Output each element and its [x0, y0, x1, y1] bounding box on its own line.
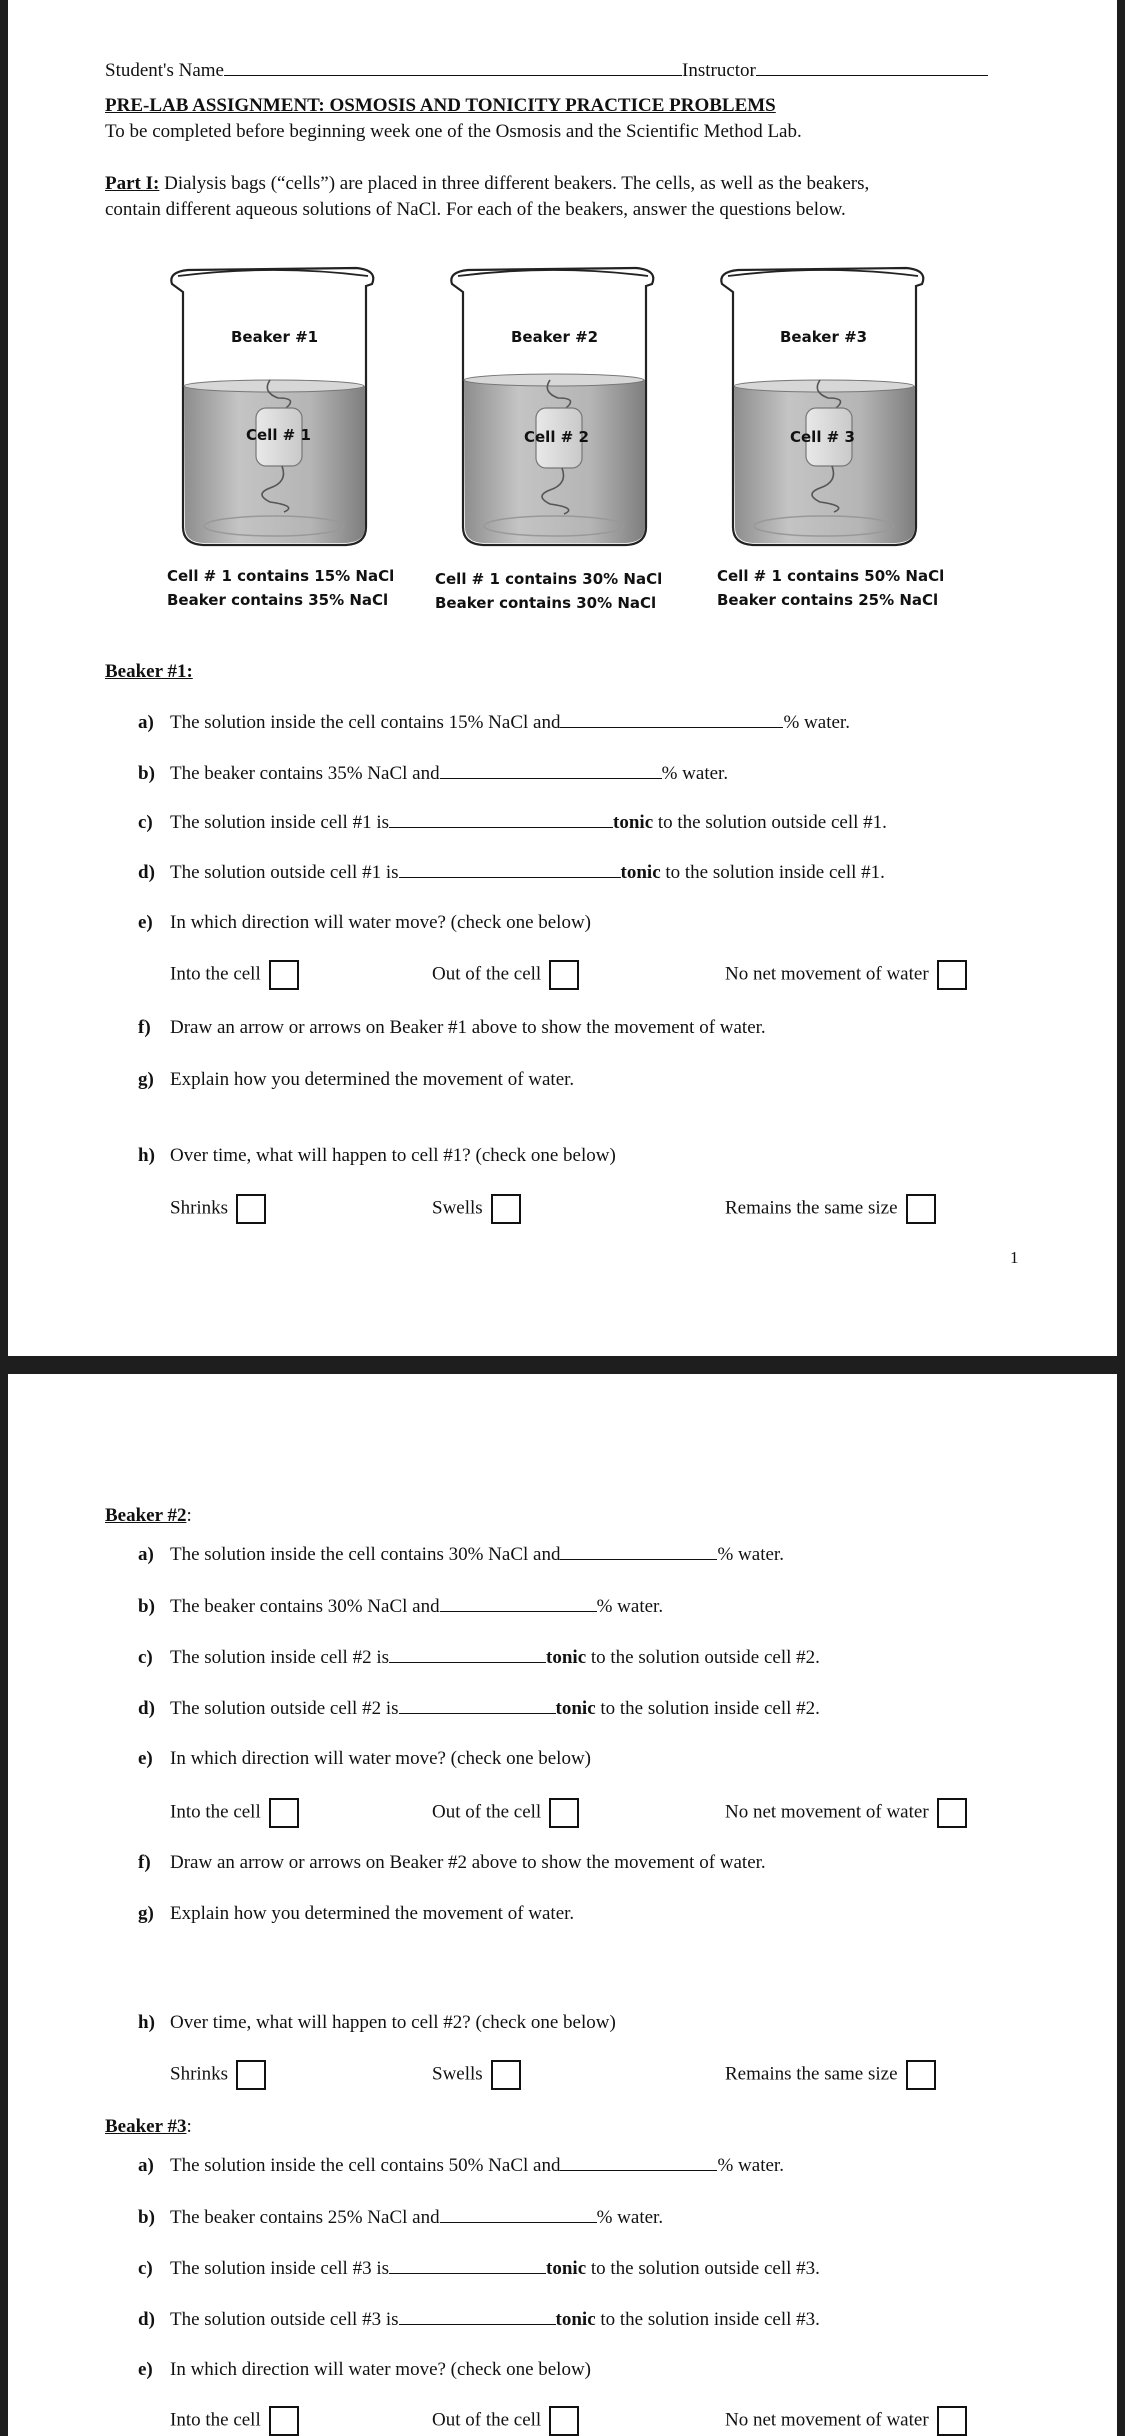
- subtitle: To be completed before beginning week one of the Osmosis and the Scientific Method Lab.: [105, 121, 802, 142]
- b1-same-checkbox[interactable]: [906, 1194, 936, 1224]
- b1-a-answer-field[interactable]: [560, 710, 783, 728]
- b3-into-label: Into the cell: [170, 2409, 261, 2431]
- cell-2-label: Cell # 2: [524, 428, 589, 446]
- b1-question-g: [138, 1069, 574, 1091]
- page-separator: [0, 1356, 1125, 1374]
- part1-label: Part I:: [105, 173, 160, 194]
- b3-out-label: Out of the cell: [432, 2409, 542, 2431]
- beaker-3-caption-cell: Cell # 1 contains 50% NaCl: [717, 567, 945, 585]
- instructor-field[interactable]: [756, 58, 988, 76]
- beaker-1-label: Beaker #1: [231, 328, 319, 346]
- beaker-2-heading: Beaker #2: [105, 1505, 187, 1526]
- b2-c-text: The solution inside cell #2 is: [170, 1647, 390, 1668]
- b1-option-none: [725, 960, 967, 990]
- b1-into-label: Into the cell: [170, 963, 261, 985]
- b1-option-out: [432, 960, 579, 990]
- b1-b-suffix: % water.: [661, 763, 729, 784]
- b2-d-letter: d): [138, 1698, 155, 1719]
- b2-out-label: Out of the cell: [432, 1801, 542, 1823]
- b3-d-text: The solution outside cell #3 is: [170, 2309, 399, 2330]
- cell-3-label: Cell # 3: [790, 428, 855, 446]
- b3-b-text: The beaker contains 25% NaCl and: [170, 2207, 440, 2228]
- b2-question-a: [138, 1542, 784, 1566]
- b2-question-h: [138, 2012, 616, 2034]
- b2-b-letter: b): [138, 1596, 155, 1617]
- b3-d-suffix: to the solution inside cell #3.: [595, 2309, 820, 2330]
- b2-swells-label: Swells: [432, 2063, 483, 2085]
- b2-g-text: Explain how you determined the movement of water.: [170, 1903, 575, 1924]
- part1-line1: [105, 173, 869, 195]
- b2-option-shrinks: [170, 2060, 266, 2090]
- b1-swells-label: Swells: [432, 1197, 483, 1219]
- b2-a-text: The solution inside the cell contains 30% NaCl and: [170, 1544, 561, 1565]
- beaker-2-caption-beaker: Beaker contains 30% NaCl: [435, 594, 657, 612]
- b2-d-suffix: to the solution inside cell #2.: [595, 1698, 820, 1719]
- b1-option-same: [725, 1194, 936, 1224]
- b1-into-checkbox[interactable]: [269, 960, 299, 990]
- b2-shrinks-label: Shrinks: [170, 2063, 229, 2085]
- instructor-label: Instructor: [682, 60, 756, 81]
- page-border-right: [1117, 0, 1125, 2436]
- b3-none-label: No net movement of water: [725, 2409, 929, 2431]
- b2-g-letter: g): [138, 1903, 154, 1924]
- b2-f-letter: f): [138, 1852, 151, 1873]
- b3-a-letter: a): [138, 2155, 154, 2176]
- b2-option-none: [725, 1798, 967, 1828]
- beaker-2-heading-colon: :: [186, 1505, 192, 1526]
- student-name-line: [105, 58, 988, 82]
- beaker-3-heading-colon: :: [186, 2116, 192, 2137]
- b2-e-letter: e): [138, 1748, 153, 1769]
- b3-a-suffix: % water.: [717, 2155, 784, 2176]
- b2-question-g: [138, 1903, 574, 1925]
- page-title: PRE-LAB ASSIGNMENT: OSMOSIS AND TONICITY PRACTICE PROBLEMS: [105, 95, 776, 116]
- b3-d-answer-field[interactable]: [399, 2307, 556, 2325]
- b3-option-none: [725, 2406, 967, 2436]
- b3-c-answer-field[interactable]: [389, 2256, 546, 2274]
- b1-g-text: Explain how you determined the movement of water.: [170, 1069, 575, 1090]
- b2-option-into: [170, 1798, 299, 1828]
- b3-out-checkbox[interactable]: [549, 2406, 579, 2436]
- b1-c-suffix: to the solution outside cell #1.: [653, 812, 887, 833]
- b1-question-b: [138, 761, 728, 785]
- b3-c-text: The solution inside cell #3 is: [170, 2258, 390, 2279]
- b2-e-text: In which direction will water move? (check one below): [170, 1748, 592, 1769]
- b2-b-answer-field[interactable]: [440, 1594, 597, 1612]
- b2-option-same: [725, 2060, 936, 2090]
- b2-h-letter: h): [138, 2012, 155, 2033]
- b3-d-tonic: tonic: [555, 2309, 596, 2330]
- b1-e-text: In which direction will water move? (check one below): [170, 912, 592, 933]
- b1-c-answer-field[interactable]: [389, 810, 613, 828]
- beaker-3-label: Beaker #3: [780, 328, 868, 346]
- b1-a-letter: a): [138, 712, 154, 733]
- b1-question-a: [138, 710, 850, 734]
- b3-question-e: [138, 2359, 591, 2381]
- b3-option-into: [170, 2406, 299, 2436]
- b2-a-letter: a): [138, 1544, 154, 1565]
- b1-none-label: No net movement of water: [725, 963, 929, 985]
- b2-option-swells: [432, 2060, 521, 2090]
- b1-shrinks-checkbox[interactable]: [236, 1194, 266, 1224]
- b2-h-text: Over time, what will happen to cell #2? (check one below): [170, 2012, 616, 2033]
- b2-same-checkbox[interactable]: [906, 2060, 936, 2090]
- b3-question-b: [138, 2205, 663, 2229]
- b1-out-label: Out of the cell: [432, 963, 542, 985]
- b1-question-e: [138, 912, 591, 934]
- b3-c-suffix: to the solution outside cell #3.: [586, 2258, 820, 2279]
- worksheet-page-2: [8, 1374, 1117, 2436]
- beaker-2-caption: [435, 567, 662, 615]
- b1-question-c: [138, 810, 887, 834]
- b1-h-letter: h): [138, 1145, 155, 1166]
- b2-c-suffix: to the solution outside cell #2.: [586, 1647, 820, 1668]
- beaker-3-caption: [717, 564, 944, 612]
- b3-e-letter: e): [138, 2359, 153, 2380]
- b1-h-text: Over time, what will happen to cell #1? (check one below): [170, 1145, 616, 1166]
- b2-out-checkbox[interactable]: [549, 1798, 579, 1828]
- b3-c-tonic: tonic: [546, 2258, 587, 2279]
- b1-f-text: Draw an arrow or arrows on Beaker #1 above to show the movement of water.: [170, 1017, 766, 1038]
- b1-c-text: The solution inside cell #1 is: [170, 812, 390, 833]
- b3-a-answer-field[interactable]: [560, 2153, 717, 2171]
- b1-option-swells: [432, 1194, 521, 1224]
- beaker-3-heading-line: [105, 2116, 192, 2138]
- beaker-2-caption-cell: Cell # 1 contains 30% NaCl: [435, 570, 663, 588]
- b3-question-d: [138, 2307, 820, 2331]
- part1-text: Dialysis bags (“cells”) are placed in three different beakers. The cells, as well as the beakers,: [159, 173, 870, 194]
- b1-c-letter: c): [138, 812, 153, 833]
- b2-none-checkbox[interactable]: [937, 1798, 967, 1828]
- b1-f-letter: f): [138, 1017, 151, 1038]
- student-name-field[interactable]: [224, 58, 682, 76]
- page-number: 1: [1010, 1248, 1019, 1267]
- beaker-3-caption-beaker: Beaker contains 25% NaCl: [717, 591, 939, 609]
- b2-a-suffix: % water.: [717, 1544, 784, 1565]
- b3-question-c: [138, 2256, 820, 2280]
- b1-option-shrinks: [170, 1194, 266, 1224]
- b3-option-out: [432, 2406, 579, 2436]
- b2-shrinks-checkbox[interactable]: [236, 2060, 266, 2090]
- b2-c-answer-field[interactable]: [389, 1645, 546, 1663]
- b2-d-text: The solution outside cell #2 is: [170, 1698, 399, 1719]
- b3-a-text: The solution inside the cell contains 50% NaCl and: [170, 2155, 561, 2176]
- b3-b-answer-field[interactable]: [440, 2205, 597, 2223]
- b1-d-letter: d): [138, 862, 155, 883]
- b2-c-tonic: tonic: [546, 1647, 587, 1668]
- b3-e-text: In which direction will water move? (check one below): [170, 2359, 592, 2380]
- b2-b-suffix: % water.: [596, 1596, 664, 1617]
- student-name-label: Student's Name: [105, 60, 224, 81]
- b2-question-d: [138, 1696, 820, 1720]
- b1-swells-checkbox[interactable]: [491, 1194, 521, 1224]
- b1-g-letter: g): [138, 1069, 154, 1090]
- b2-into-label: Into the cell: [170, 1801, 261, 1823]
- b2-question-f: [138, 1852, 766, 1874]
- b1-c-tonic: tonic: [613, 812, 654, 833]
- beaker-2-heading-line: [105, 1505, 192, 1527]
- b3-c-letter: c): [138, 2258, 153, 2279]
- beaker-1-caption-beaker: Beaker contains 35% NaCl: [167, 591, 389, 609]
- beaker-1-caption-cell: Cell # 1 contains 15% NaCl: [167, 567, 395, 585]
- b1-out-checkbox[interactable]: [549, 960, 579, 990]
- b1-d-answer-field[interactable]: [399, 860, 621, 878]
- b1-b-text: The beaker contains 35% NaCl and: [170, 763, 440, 784]
- beaker-1-heading: Beaker #1:: [105, 661, 193, 682]
- b2-question-c: [138, 1645, 820, 1669]
- part1-line2: contain different aqueous solutions of NaCl. For each of the beakers, answer the questions below.: [105, 199, 846, 220]
- b1-option-into: [170, 960, 299, 990]
- b2-f-text: Draw an arrow or arrows on Beaker #2 above to show the movement of water.: [170, 1852, 766, 1873]
- b1-question-h: [138, 1145, 616, 1167]
- b3-into-checkbox[interactable]: [269, 2406, 299, 2436]
- b1-question-f: [138, 1017, 766, 1039]
- cell-1-label: Cell # 1: [246, 426, 311, 444]
- b2-c-letter: c): [138, 1647, 153, 1668]
- beaker-1-drawing: [171, 268, 373, 545]
- b2-b-text: The beaker contains 30% NaCl and: [170, 1596, 440, 1617]
- beaker-3-drawing: [721, 268, 923, 545]
- b1-shrinks-label: Shrinks: [170, 1197, 229, 1219]
- b1-d-text: The solution outside cell #1 is: [170, 862, 399, 883]
- beaker-2-drawing: [451, 268, 653, 545]
- b2-a-answer-field[interactable]: [560, 1542, 717, 1560]
- beaker-2-label: Beaker #2: [511, 328, 599, 346]
- page-border-left: [0, 0, 8, 2436]
- b3-none-checkbox[interactable]: [937, 2406, 967, 2436]
- b1-a-suffix: % water.: [783, 712, 850, 733]
- beakers-figure: [158, 262, 1008, 552]
- b2-question-e: [138, 1748, 591, 1770]
- b1-d-tonic: tonic: [620, 862, 661, 883]
- b1-question-d: [138, 860, 885, 884]
- b2-d-tonic: tonic: [555, 1698, 596, 1719]
- b1-b-letter: b): [138, 763, 155, 784]
- b1-a-text: The solution inside the cell contains 15% NaCl and: [170, 712, 561, 733]
- beaker-3-heading: Beaker #3: [105, 2116, 187, 2137]
- b2-into-checkbox[interactable]: [269, 1798, 299, 1828]
- worksheet-page-1: [8, 0, 1117, 1356]
- b3-d-letter: d): [138, 2309, 155, 2330]
- b3-question-a: [138, 2153, 784, 2177]
- b2-question-b: [138, 1594, 663, 1618]
- b2-same-label: Remains the same size: [725, 2063, 898, 2085]
- b1-d-suffix: to the solution inside cell #1.: [660, 862, 885, 883]
- b2-d-answer-field[interactable]: [399, 1696, 556, 1714]
- b1-b-answer-field[interactable]: [440, 761, 662, 779]
- b2-none-label: No net movement of water: [725, 1801, 929, 1823]
- b2-swells-checkbox[interactable]: [491, 2060, 521, 2090]
- b1-none-checkbox[interactable]: [937, 960, 967, 990]
- b1-e-letter: e): [138, 912, 153, 933]
- b1-same-label: Remains the same size: [725, 1197, 898, 1219]
- b3-b-letter: b): [138, 2207, 155, 2228]
- b2-option-out: [432, 1798, 579, 1828]
- beaker-1-caption: [167, 564, 394, 612]
- b3-b-suffix: % water.: [596, 2207, 664, 2228]
